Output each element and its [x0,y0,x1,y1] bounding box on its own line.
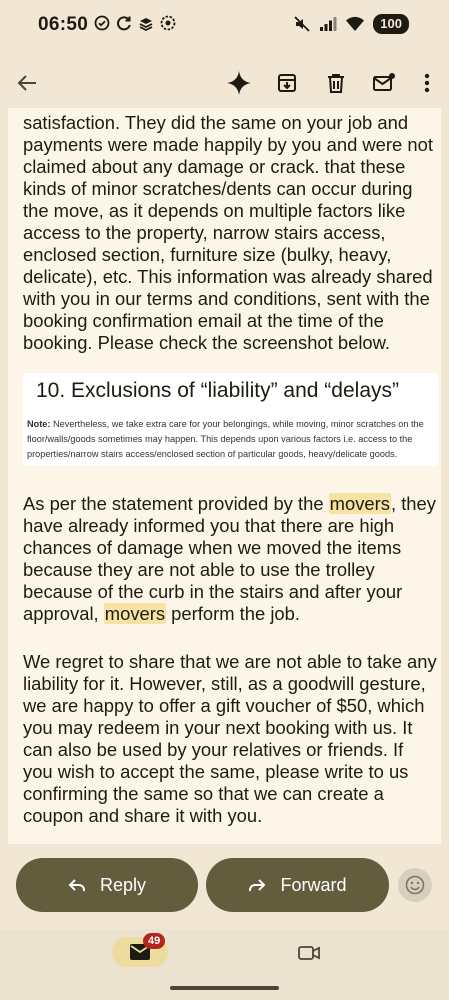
email-paragraph-3: We regret to share that we are not able to take any liability for it. However, still, as a goodwill gesture, we are happy to offer a gift voucher of $50, which you may redeem in your next booking with us. It can also be used by your relatives or friends. If you wish to accept the same, please write to us confirming the same so that we can create a coupon and share it with you. [23,651,437,826]
paragraph-2-text-c: perform the job. [166,603,300,624]
wifi-icon [345,16,365,32]
archive-button[interactable] [270,66,304,100]
mark-unread-icon [372,72,396,94]
email-body[interactable] [8,108,441,844]
email-paragraph-2 [23,493,437,625]
more-vert-icon [424,73,430,93]
paragraph-2-text-b: , they have already informed you that there are high chances of damage when we moved the items because they are not able to use the trolley because of the curb in the stairs and after your approval, [23,493,436,624]
reply-icon [68,877,86,893]
sync-icon [116,15,132,31]
highlight-movers-2: movers [104,603,166,624]
top-app-bar [0,56,449,110]
stack-icon [138,15,154,31]
highlight-movers-1: movers [329,493,390,514]
status-icons-right [293,14,409,34]
archive-icon [276,72,298,94]
reply-button[interactable] [16,858,198,912]
more-options-button[interactable] [410,66,444,100]
check-circle-icon [94,15,110,31]
sparkle-icon [226,70,252,96]
emoji-icon [405,875,425,895]
battery-icon: 100 [373,14,409,34]
forward-label: Forward [280,874,347,895]
settings-dot-icon [160,15,176,31]
back-button[interactable] [10,66,44,100]
embedded-screenshot [23,373,438,466]
screenshot-title: 10. Exclusions of “liability” and “delays” [36,379,399,402]
screenshot-note [27,417,434,462]
bottom-navigation [0,929,449,1000]
email-paragraph-1: satisfaction. They did the same on your job and payments were made happily by you and were not claimed about any damage or crack. that these kinds of minor scratches/dents can occur during the move, as it depends on multiple factors like access to the property, narrow stairs access, enclosed section, furniture size (bulky, heavy, delicate), etc. This information was already shared with you in our terms and conditions, sent with the booking confirmation email at the time of the booking. Please check the screenshot below. [23,112,433,353]
home-indicator[interactable] [170,986,279,990]
delete-button[interactable] [319,66,353,100]
emoji-reaction-button[interactable] [398,868,432,902]
delete-icon [325,72,347,94]
mute-icon [293,15,311,33]
status-time: 06:50 [38,14,89,35]
note-text: Nevertheless, we take extra care for your belongings, while moving, minor scratches on the floor/walls/goods sometimes may happen. This depends upon various factors i.e. access to the properties/narrow stairs access/enclosed section of particular goods, heavy/delicate goods. [27,419,424,459]
nav-meet[interactable] [296,941,322,965]
forward-icon [248,877,266,893]
paragraph-2-text-a: As per the statement provided by the [23,493,329,514]
status-bar [0,0,449,52]
gemini-button[interactable] [222,66,256,100]
forward-button[interactable] [206,858,389,912]
mail-unread-badge: 49 [143,933,165,949]
video-camera-icon [297,944,321,962]
signal-icon [319,16,337,32]
back-arrow-icon [16,72,38,94]
note-label: Note: [27,419,51,429]
reply-label: Reply [99,874,147,895]
status-icons-left [94,15,176,31]
mark-unread-button[interactable] [367,66,401,100]
